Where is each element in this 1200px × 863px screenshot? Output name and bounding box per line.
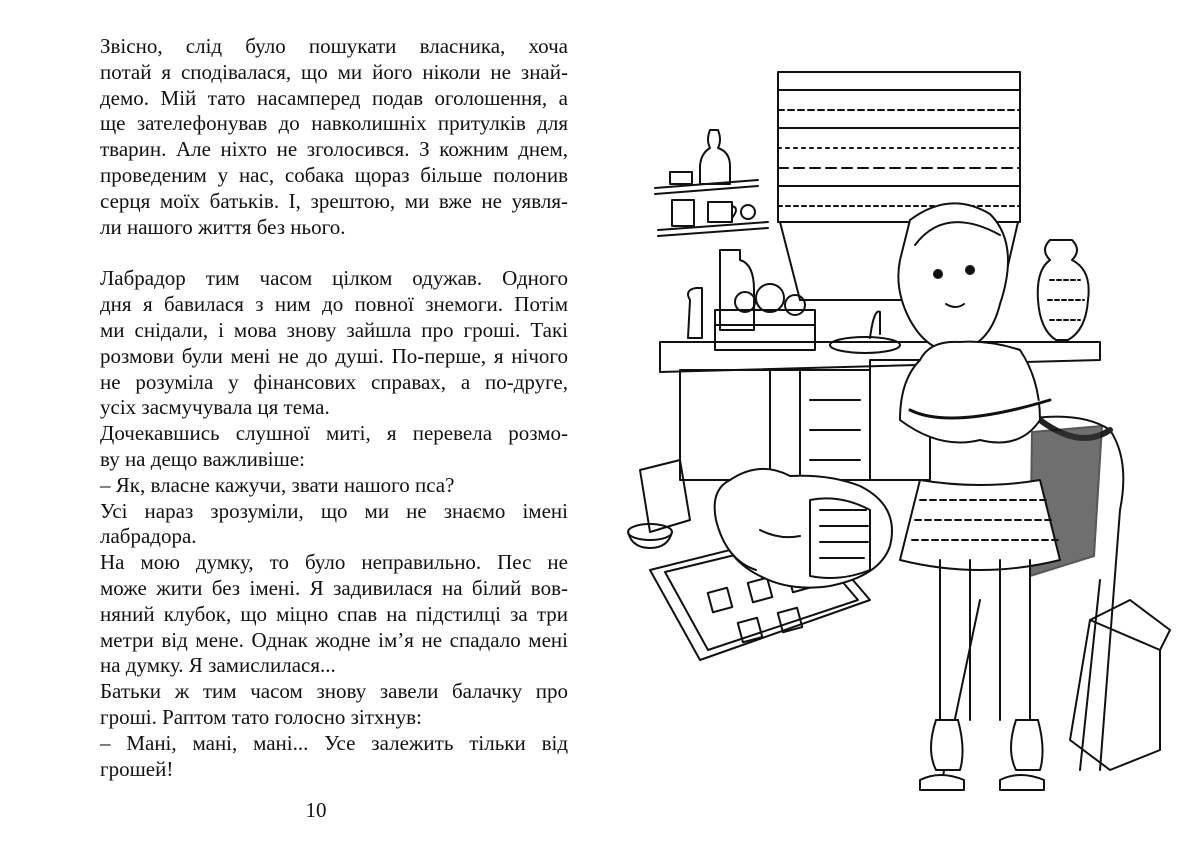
text-line: Дочекавшись слушної миті, я перевела розмо-	[100, 421, 568, 446]
text-line: на думку. Я замислилася...	[100, 653, 336, 678]
page-number: 10	[305, 798, 327, 822]
paragraph-gap	[100, 240, 568, 266]
text-line: метри від мене. Однак жодне ім’я не спадало мені	[100, 627, 568, 652]
text-column	[100, 34, 568, 782]
text-line: дня я бавилася з ним до повної знемоги. Потім	[100, 292, 568, 317]
text-line: – Мані, мані, мані... Усе залежить тільки від	[100, 730, 568, 755]
text-line: На мою думку, то було неправильно. Пес не	[100, 550, 568, 575]
text-line: няний клубок, що міцно спав на підстилці за три	[100, 601, 568, 626]
text-line: Батьки ж тим часом знову завели балачку про	[100, 679, 568, 704]
text-line: гроші. Раптом тато голосно зітхнув:	[100, 704, 422, 729]
text-line: ще зателефонував до навколишніх притулків для	[100, 111, 568, 136]
illustration-svg	[620, 60, 1180, 820]
text-line: не розуміла у фінансових справах, а по-друге,	[100, 369, 568, 394]
text-line: серця моїх батьків. І, зрештою, ми вже не уявля-	[100, 188, 568, 213]
text-line: Лабрадор тим часом цілком одужав. Одного	[100, 266, 568, 291]
text-line: ву на дещо важливіше:	[100, 446, 305, 471]
wall-shelves	[655, 130, 768, 236]
text-line: потай я сподівалася, що ми його ніколи не знай-	[100, 59, 568, 84]
text-line: – Як, власне кажучи, звати нашого пса?	[100, 472, 455, 497]
text-line: ми снідали, і мова знову зайшла про гроші. Такі	[100, 317, 568, 342]
text-line: розмови були мені не до душі. По-перше, я нічого	[100, 343, 568, 368]
text-line: Усі нараз зрозуміли, що ми не знаємо імені	[100, 498, 568, 523]
text-line: ли нашого життя без нього.	[100, 214, 346, 239]
text-line: усіх засмучувала ця тема.	[100, 395, 330, 420]
text-line: лабрадора.	[100, 524, 197, 549]
sleeping-dog	[715, 469, 892, 588]
cardboard-box	[1070, 600, 1170, 770]
illustration-girl-and-dog	[620, 60, 1180, 820]
text-line: проведеним у нас, собака щораз більше полонив	[100, 162, 568, 187]
text-line: може жити без імені. Я задивилася на білий вов-	[100, 575, 568, 600]
text-line: демо. Мій тато насамперед подав оголошення, а	[100, 85, 568, 110]
girl-arms-crossed	[898, 203, 1060, 790]
text-line: Звісно, слід було пошукати власника, хоча	[100, 34, 568, 58]
text-line: тварин. Але ніхто не зголосився. З кожним днем,	[100, 137, 568, 162]
text-line: грошей!	[100, 756, 174, 781]
